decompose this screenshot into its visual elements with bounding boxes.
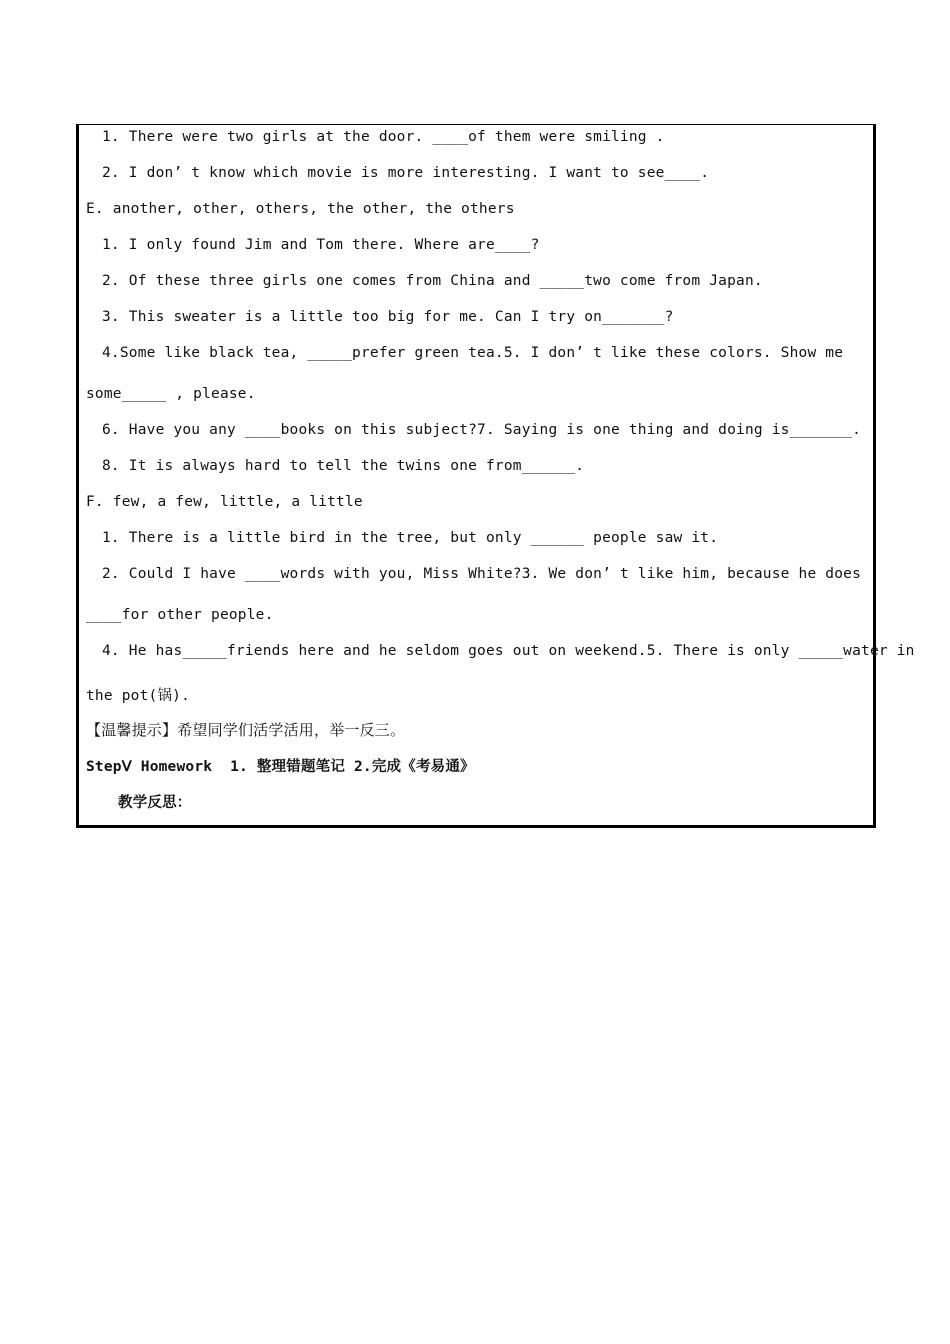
exercise-line: 3. This sweater is a little too big for me. Can I try on_______?: [102, 309, 674, 325]
exercise-line: ____for other people.: [86, 607, 274, 623]
tip-text: 【温馨提示】希望同学们活学活用，举一反三。: [86, 721, 406, 739]
exercise-line: E. another, other, others, the other, the others: [86, 201, 515, 217]
exercise-line: 4. He has_____friends here and he seldom goes out on weekend.5. There is only _____water in: [102, 643, 915, 659]
homework-heading: StepⅤ Homework 1. 整理错题笔记 2.完成《考易通》: [86, 759, 475, 775]
exercise-line: some_____ , please.: [86, 386, 256, 402]
exercise-line: 1. There is a little bird in the tree, but only ______ people saw it.: [102, 530, 719, 546]
exercise-line: 4.Some like black tea, _____prefer green tea.5. I don’ t like these colors. Show me: [102, 345, 844, 361]
exercise-line: 2. I don’ t know which movie is more interesting. I want to see____.: [102, 165, 710, 181]
reflection-label: 教学反思：: [118, 795, 192, 811]
exercise-line: 2. Of these three girls one comes from China and _____two come from Japan.: [102, 273, 763, 289]
exercise-line: 6. Have you any ____books on this subject?7. Saying is one thing and doing is_______.: [102, 422, 862, 438]
exercise-line: 1. I only found Jim and Tom there. Where are____?: [102, 237, 540, 253]
exercise-line: F. few, a few, little, a little: [86, 494, 363, 510]
exercise-line: 2. Could I have ____words with you, Miss White?3. We don’ t like him, because he does: [102, 566, 862, 582]
exercise-line: 8. It is always hard to tell the twins one from______.: [102, 458, 585, 474]
exercise-line: the pot(锅).: [86, 688, 190, 704]
exercise-line: 1. There were two girls at the door. ____of them were smiling .: [102, 129, 665, 145]
